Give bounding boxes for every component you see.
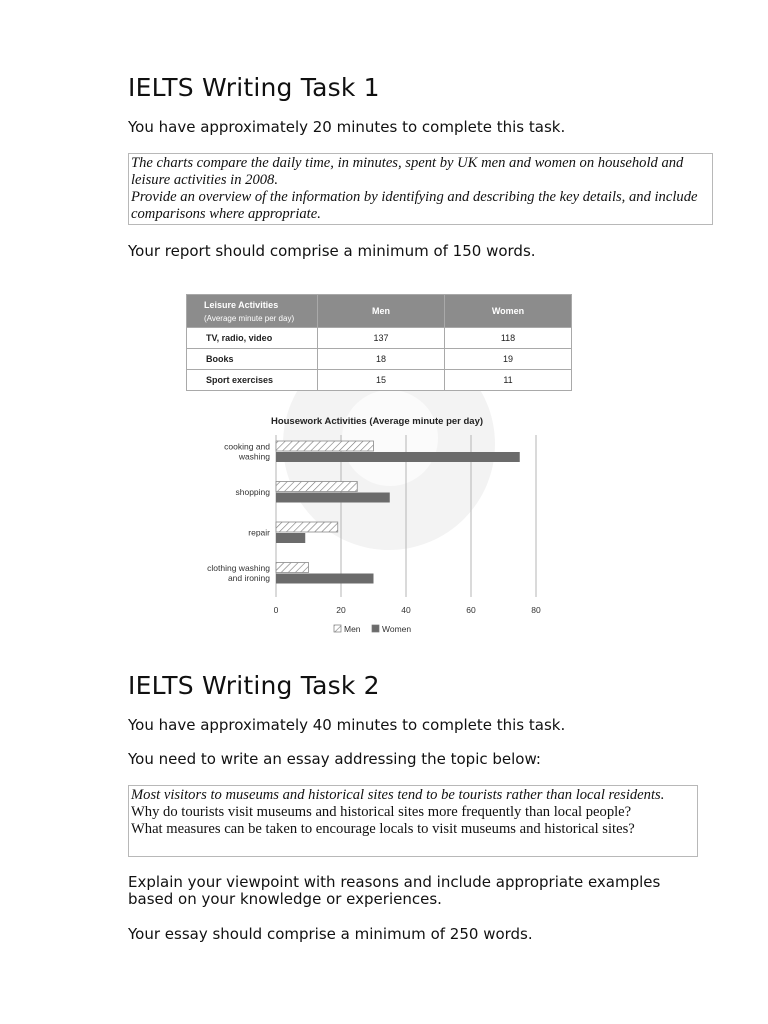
category-label: cooking and — [224, 441, 270, 452]
table-cell-men: 18 — [318, 349, 445, 370]
chart-legend — [334, 624, 411, 634]
legend-label-women: Women — [382, 624, 412, 634]
bar-men-3 — [276, 522, 338, 532]
category-label: clothing washing — [207, 563, 270, 573]
task1-prompt-line1: The charts compare the daily time, in minutes, spent by UK men and women on household and leisure activities in 2008. — [131, 155, 684, 188]
bar-women-1 — [276, 452, 520, 462]
table-row — [187, 349, 572, 370]
housework-chart — [130, 405, 630, 645]
task2-prompt-box — [128, 785, 698, 857]
task2-viewpoint-note: Explain your viewpoint with reasons and include appropriate examples based on your knowledge or experiences. — [128, 873, 661, 908]
table-header-row — [187, 295, 572, 328]
task2-prompt-line1: Most visitors to museums and historical sites tend to be tourists rather than local residents. — [131, 787, 665, 803]
header-leisure-activities: Leisure Activities (Average minute per day) — [187, 295, 318, 328]
table-cell-women: 19 — [445, 349, 572, 370]
table-cell-men: 137 — [318, 328, 445, 349]
leisure-activities-table — [186, 294, 572, 391]
legend-swatch-women — [372, 625, 379, 632]
bar-women-3 — [276, 533, 305, 543]
table-cell-activity: Sport exercises — [187, 370, 318, 391]
bar-men-4 — [276, 563, 309, 573]
task1-time-note: You have approximately 20 minutes to complete this task. — [128, 118, 566, 136]
task1-prompt-box — [128, 153, 713, 225]
table-cell-men: 15 — [318, 370, 445, 391]
task2-prompt-line3: What measures can be taken to encourage locals to visit museums and historical sites? — [131, 821, 635, 837]
housework-chart-svg — [130, 405, 630, 645]
x-tick-label: 0 — [273, 605, 279, 615]
legend-swatch-men — [334, 625, 341, 632]
chart-title: Housework Activities (Average minute per day) — [270, 416, 484, 427]
x-tick-label: 20 — [336, 605, 346, 615]
category-label: repair — [248, 527, 270, 538]
task1-prompt-line2: Provide an overview of the information by identifying and describing the key details, and include comparisons where appropriate. — [131, 189, 698, 222]
table-cell-women: 118 — [445, 328, 572, 349]
category-label: shopping — [235, 487, 270, 497]
legend-label-men: Men — [344, 624, 361, 634]
table-row — [187, 328, 572, 349]
header-women: Women — [445, 295, 572, 328]
table-cell-activity: TV, radio, video — [187, 328, 318, 349]
table-row — [187, 370, 572, 391]
task2-word-note: Your essay should comprise a minimum of 250 words. — [128, 925, 533, 943]
bar-men-1 — [276, 441, 374, 451]
task2-essay-note: You need to write an essay addressing the topic below: — [128, 750, 541, 768]
x-tick-label: 40 — [401, 605, 411, 615]
task2-time-note: You have approximately 40 minutes to complete this task. — [128, 716, 566, 734]
table-cell-activity: Books — [187, 349, 318, 370]
task1-word-note: Your report should comprise a minimum of 150 words. — [128, 242, 536, 260]
task2-title: IELTS Writing Task 2 — [128, 671, 380, 700]
task1-title: IELTS Writing Task 1 — [128, 73, 380, 102]
header-men: Men — [318, 295, 445, 328]
x-tick-label: 80 — [531, 605, 541, 615]
task2-prompt-line2: Why do tourists visit museums and historical sites more frequently than local people? — [131, 804, 632, 820]
category-label: and ironing — [227, 573, 270, 583]
category-label: washing — [238, 451, 270, 462]
bar-women-2 — [276, 493, 390, 503]
bar-women-4 — [276, 574, 374, 584]
table-cell-women: 11 — [445, 370, 572, 391]
header-leisure-sub: (Average minute per day) — [204, 313, 295, 323]
x-tick-label: 60 — [466, 605, 476, 615]
bar-men-2 — [276, 482, 357, 492]
